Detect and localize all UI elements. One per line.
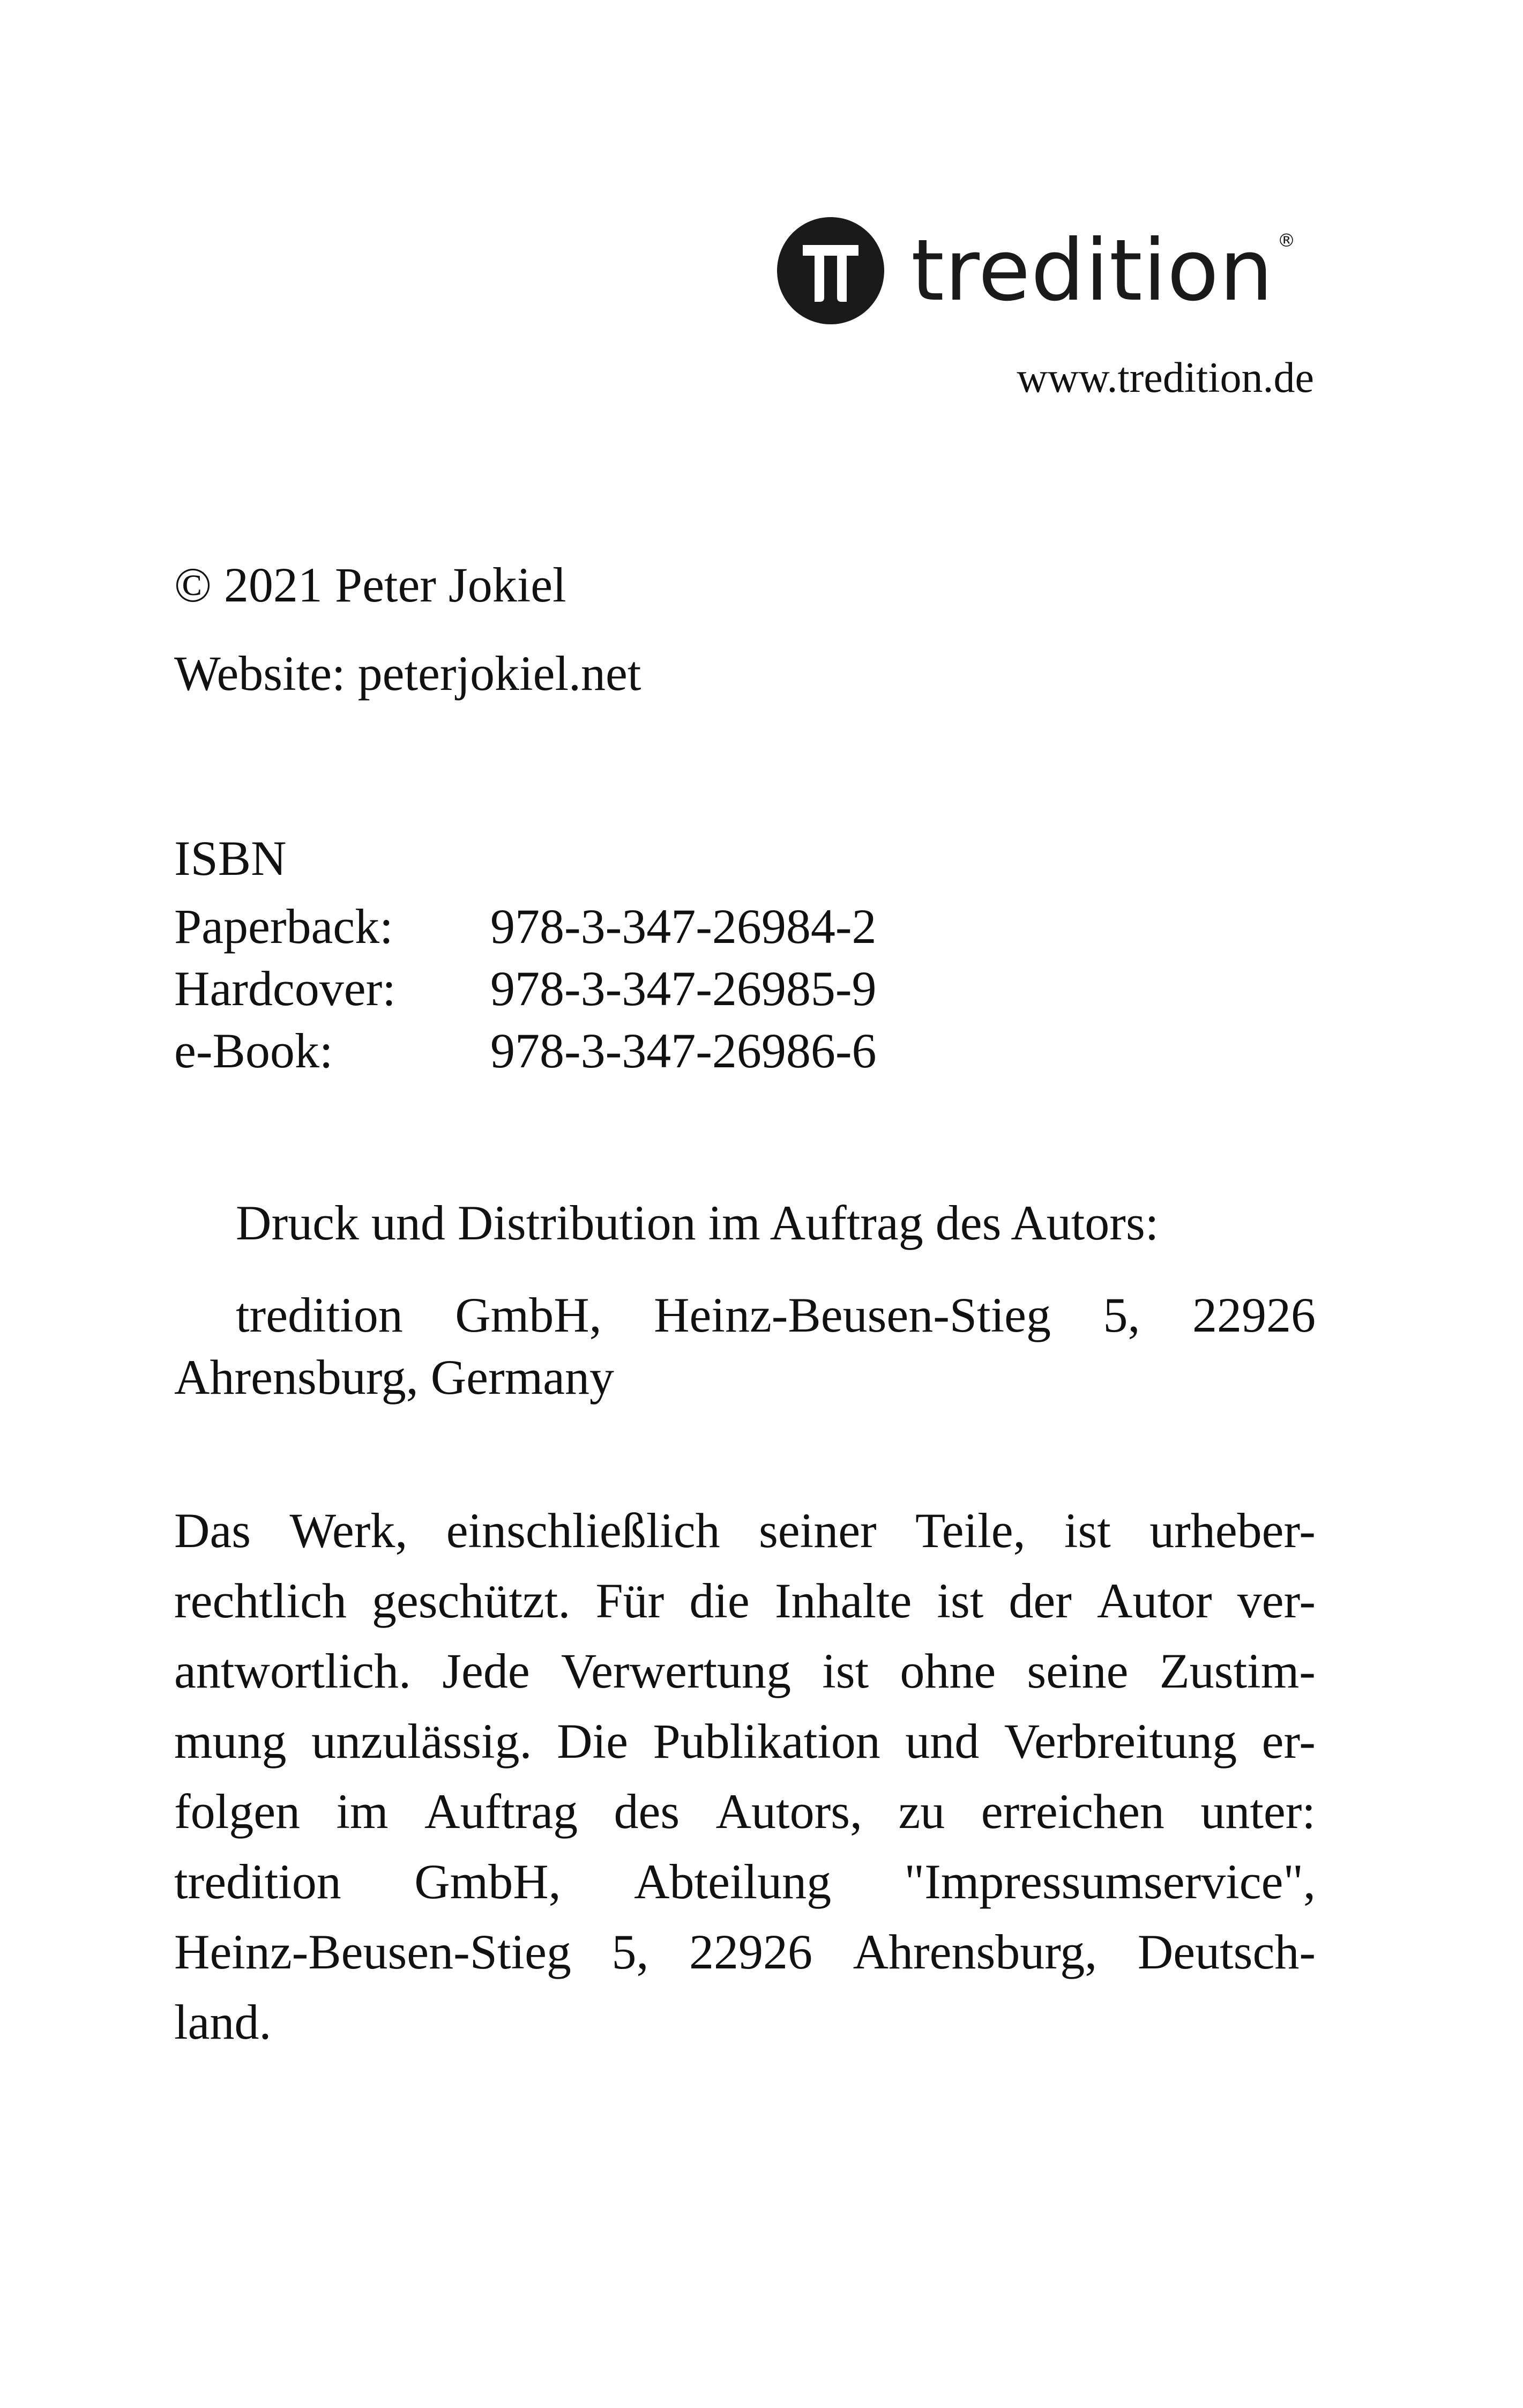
- legal-word: seine: [1027, 1644, 1129, 1698]
- legal-word: Zustim-: [1159, 1644, 1316, 1698]
- legal-word: Die: [557, 1714, 628, 1768]
- isbn-row-ebook: [174, 1020, 877, 1082]
- legal-word: und: [905, 1714, 980, 1768]
- legal-word: Das: [174, 1503, 251, 1558]
- legal-word: Abteilung: [634, 1854, 832, 1909]
- legal-word: Publikation: [653, 1714, 880, 1768]
- legal-line: [174, 1496, 1316, 1566]
- isbn-value: 978-3-347-26986-6: [490, 1023, 877, 1078]
- legal-line: [174, 1777, 1316, 1847]
- legal-word: im: [336, 1784, 389, 1839]
- legal-word: Verbreitung: [1004, 1714, 1237, 1768]
- isbn-heading: ISBN: [174, 831, 287, 886]
- address-word: GmbH,: [455, 1288, 602, 1342]
- legal-notice: [174, 1496, 1316, 2057]
- legal-word: mung: [174, 1714, 287, 1768]
- legal-word: ist: [822, 1644, 869, 1698]
- isbn-value: 978-3-347-26984-2: [490, 899, 877, 954]
- legal-line: [174, 1847, 1316, 1917]
- wordmark-text: tredition: [911, 221, 1274, 320]
- author-website: Website: peterjokiel.net: [174, 646, 641, 701]
- legal-word: er-: [1261, 1714, 1316, 1768]
- legal-word: des: [614, 1784, 680, 1839]
- legal-word: Auftrag: [424, 1784, 578, 1839]
- legal-word: 22926: [689, 1924, 813, 1979]
- legal-word: ist: [937, 1573, 984, 1628]
- isbn-row-paperback: [174, 895, 877, 957]
- publisher-logo: [777, 209, 1318, 332]
- isbn-label: Hardcover:: [174, 961, 396, 1016]
- legal-word: Deutsch-: [1137, 1924, 1316, 1979]
- legal-word: Heinz-Beusen-Stieg: [174, 1924, 571, 1979]
- legal-word: die: [689, 1573, 750, 1628]
- legal-word: Autors,: [715, 1784, 863, 1839]
- address-line-1: [174, 1284, 1316, 1346]
- legal-word: urheber-: [1149, 1503, 1316, 1558]
- legal-word: ohne: [900, 1644, 996, 1698]
- isbn-label: Paperback:: [174, 899, 393, 954]
- legal-word: unter:: [1200, 1784, 1316, 1839]
- registered-mark: ®: [1277, 230, 1296, 251]
- legal-word: 5,: [611, 1924, 649, 1979]
- isbn-table: [174, 895, 877, 1082]
- legal-line: [174, 1917, 1316, 1987]
- legal-word: Teile,: [915, 1503, 1026, 1558]
- legal-line: [174, 1987, 1316, 2057]
- tredition-wordmark: [911, 221, 1296, 320]
- legal-word: "Impressumservice",: [904, 1854, 1316, 1909]
- legal-word: zu: [898, 1784, 945, 1839]
- legal-line: [174, 1566, 1316, 1636]
- address-word: 22926: [1192, 1288, 1316, 1342]
- isbn-row-hardcover: [174, 957, 877, 1020]
- legal-word: Ahrensburg,: [853, 1924, 1098, 1979]
- legal-word: ver-: [1237, 1573, 1316, 1628]
- legal-word: rechtlich: [174, 1573, 347, 1628]
- legal-word: land.: [174, 1995, 272, 2049]
- legal-word: seiner: [759, 1503, 877, 1558]
- legal-word: Verwertung: [561, 1644, 792, 1698]
- legal-word: ist: [1064, 1503, 1111, 1558]
- legal-word: Jede: [442, 1644, 530, 1698]
- legal-word: einschließlich: [446, 1503, 720, 1558]
- copyright-line: © 2021 Peter Jokiel: [174, 558, 566, 612]
- legal-word: erreichen: [981, 1784, 1164, 1839]
- isbn-value: 978-3-347-26985-9: [490, 961, 877, 1016]
- legal-word: folgen: [174, 1784, 301, 1839]
- legal-word: GmbH,: [414, 1854, 561, 1909]
- publisher-url: www.tredition.de: [1017, 354, 1314, 402]
- legal-word: antwortlich.: [174, 1644, 411, 1698]
- legal-word: Inhalte: [774, 1573, 912, 1628]
- address-word: 5,: [1103, 1288, 1140, 1342]
- legal-word: tredition: [174, 1854, 341, 1909]
- address-line-2: Ahrensburg, Germany: [174, 1350, 614, 1404]
- legal-word: geschützt.: [371, 1573, 571, 1628]
- distribution-address: [174, 1284, 1316, 1408]
- legal-word: Für: [595, 1573, 665, 1628]
- address-word: Heinz-Beusen-Stieg: [654, 1288, 1051, 1342]
- distribution-heading: Druck und Distribution im Auftrag des Autors:: [236, 1195, 1159, 1250]
- legal-word: Werk,: [289, 1503, 408, 1558]
- legal-word: Autor: [1097, 1573, 1212, 1628]
- isbn-label: e-Book:: [174, 1023, 333, 1078]
- tredition-logo-icon: [777, 217, 884, 324]
- legal-word: unzulässig.: [311, 1714, 532, 1768]
- address-word: tredition: [236, 1288, 403, 1342]
- legal-line: [174, 1636, 1316, 1706]
- legal-word: der: [1009, 1573, 1072, 1628]
- legal-line: [174, 1706, 1316, 1777]
